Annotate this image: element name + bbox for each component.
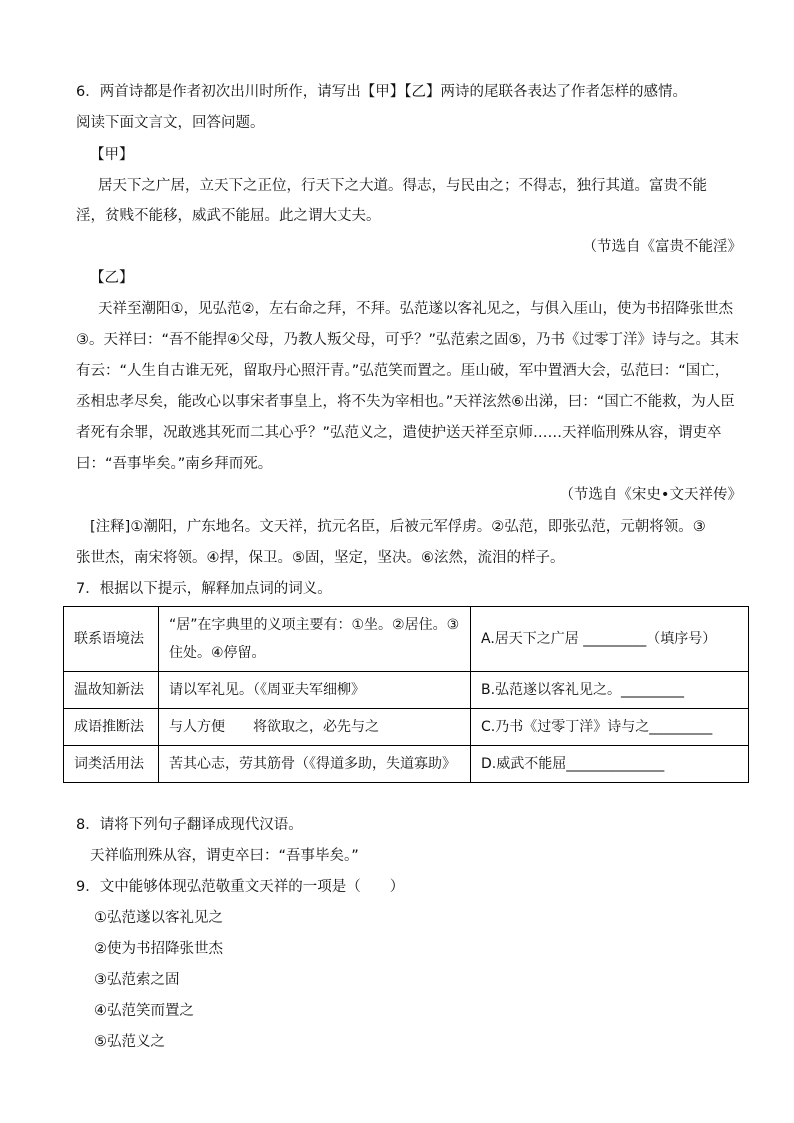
table-row xyxy=(64,746,749,783)
answer-option[interactable]: ③弘范索之固 xyxy=(94,972,180,988)
answer-option[interactable]: ①弘范遂以客礼见之 xyxy=(94,910,223,926)
question-8: 8．请将下列句子翻译成现代汉语。 xyxy=(76,817,303,833)
passage-jia-line: 淫，贫贱不能移，威武不能屈。此之谓大丈夫。 xyxy=(76,208,381,224)
hint-cell: 苦其心志，劳其筋骨（《得道多助，失道寡助》 xyxy=(159,746,471,783)
answer-option[interactable]: ④弘范笑而置之 xyxy=(94,1003,194,1019)
hint-cell: 与人方便 将欲取之，必先与之 xyxy=(159,709,471,746)
question-cell[interactable]: B.弘范遂以客礼见之。_________ xyxy=(471,672,749,709)
hint-cell: 请以军礼见。（《周亚夫军细柳》 xyxy=(159,672,471,709)
annotation-line: [注释]①潮阳，广东地名。文天祥，抗元名臣，后被元军俘虏。②弘范，即张弘范，元朝将领。③ xyxy=(90,519,706,535)
table-row xyxy=(64,672,749,709)
question-cell[interactable]: A.居天下之广居 _________（填序号） xyxy=(471,607,749,672)
question-cell[interactable]: C.乃书《过零丁洋》诗与之_________ xyxy=(471,709,749,746)
table-row xyxy=(64,709,749,746)
annotation-line: 张世杰，南宋将领。④捍，保卫。⑤固，坚定，坚决。⑥泫然，流泪的样子。 xyxy=(76,550,565,566)
table-row xyxy=(64,607,749,672)
question-9: 9．文中能够体现弘范敬重文天祥的一项是（ ） xyxy=(76,879,405,895)
passage-yi-line: 有云：“人生自古谁无死，留取丹心照汗青。”弘范笑而置之。厓山破，军中置酒大会，弘范曰：“国亡， xyxy=(76,363,730,379)
question-6: 6．两首诗都是作者初次出川时所作，请写出【甲】【乙】两诗的尾联各表达了作者怎样的感情。 xyxy=(76,84,687,100)
passage-yi-source: （节选自《宋史•文天祥传》 xyxy=(559,487,742,503)
answer-option[interactable]: ⑤弘范义之 xyxy=(94,1034,165,1050)
passage-yi-line: ③。天祥曰：“吾不能捍④父母，乃教人叛父母，可乎？”弘范索之固⑤，乃书《过零丁洋》诗与之。其末 xyxy=(76,332,740,348)
answer-option[interactable]: ②使为书招降张世杰 xyxy=(94,941,223,957)
method-cell: 联系语境法 xyxy=(64,607,159,672)
passage-yi-line: 曰：“吾事毕矣。”南乡拜而死。 xyxy=(76,456,273,472)
method-cell: 成语推断法 xyxy=(64,709,159,746)
passage-jia-label: 【甲】 xyxy=(90,147,134,163)
translation-sentence: 天祥临刑殊从容，谓吏卒曰：“吾事毕矣。” xyxy=(90,848,359,864)
passage-jia-source: （节选自《富贵不能淫》 xyxy=(582,239,742,255)
passage-jia-line: 居天下之广居，立天下之正位，行天下之大道。得志，与民由之；不得志，独行其道。富贵不能 xyxy=(98,178,707,194)
passage-yi-line: 天祥至潮阳①，见弘范②，左右命之拜，不拜。弘范遂以客礼见之，与俱入厓山，使为书招降张世杰 xyxy=(98,301,733,317)
vocabulary-table xyxy=(63,606,749,783)
passage-yi-line: 者死有余罪，况敢逃其死而二其心乎？”弘范义之，遣使护送天祥至京师……天祥临刑殊从容，谓吏卒 xyxy=(76,425,722,441)
method-cell: 词类活用法 xyxy=(64,746,159,783)
passage-yi-label: 【乙】 xyxy=(90,270,134,286)
hint-cell: “居”在字典里的义项主要有：①坐。②居住。③住处。④停留。 xyxy=(159,607,471,672)
question-7: 7．根据以下提示，解释加点词的词义。 xyxy=(76,581,332,597)
question-cell[interactable]: D.威武不能屈______________ xyxy=(471,746,749,783)
reading-instruction: 阅读下面文言文，回答问题。 xyxy=(76,115,265,131)
passage-yi-line: 丞相忠孝尽矣，能改心以事宋者事皇上，将不失为宰相也。”天祥泫然⑥出涕，曰：“国亡不能救，为人臣 xyxy=(76,394,735,410)
method-cell: 温故知新法 xyxy=(64,672,159,709)
